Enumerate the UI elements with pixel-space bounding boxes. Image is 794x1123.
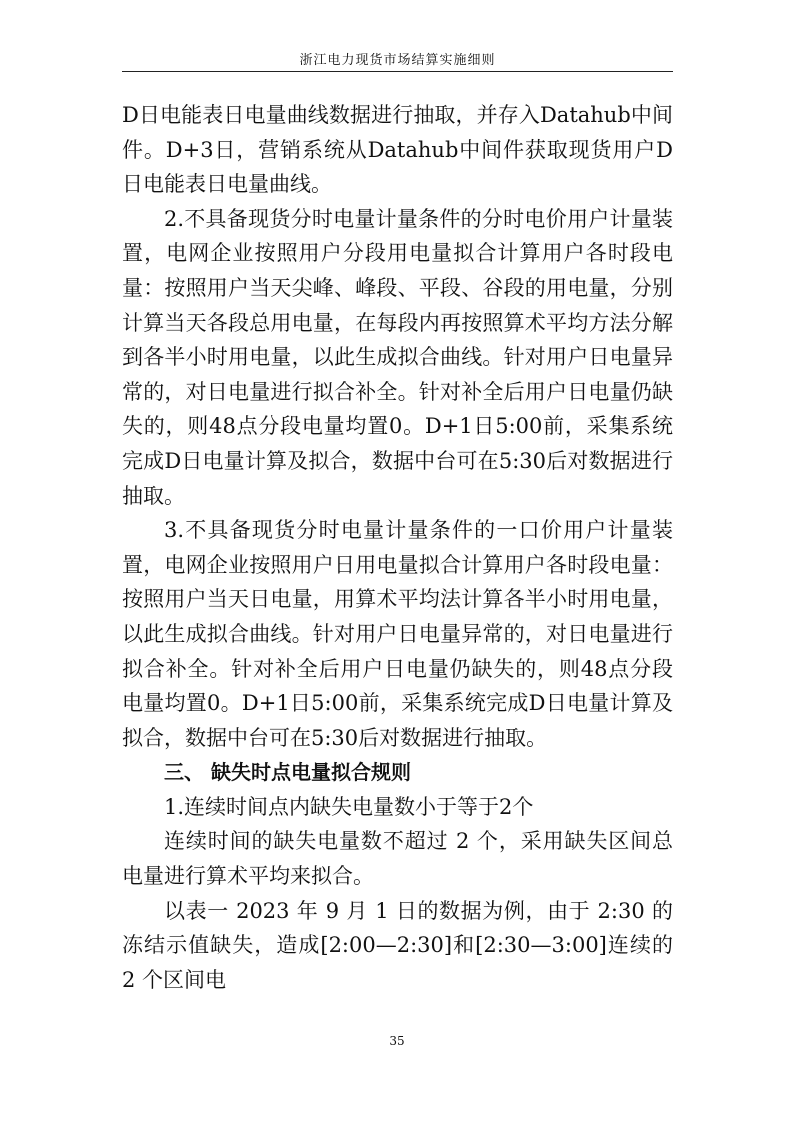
section-heading: 三、 缺失时点电量拟合规则 [164, 760, 411, 785]
header-divider [122, 71, 673, 72]
running-header: 浙江电力现货市场结算实施细则 [299, 53, 496, 68]
paragraph-item-3: 3.不具备现货分时电量计量条件的一口价用户计量装置，电网企业按照用户日用电量拟合计算用户各时段电量：按照用户当天日电量，用算术平均法计算各半小时用电量，以此生成拟合曲线。针对用户日电量异常的，对日电量进行拟合补全。针对补全后用户日电量仍缺失的，则48点分段电量均置0。D+1日5:00前，采集系统完成D日电量计算及拟合，数据中台可在5:30后对数据进行抽取。 [122, 518, 673, 750]
page-body [122, 98, 673, 997]
subsection-heading: 1.连续时间点内缺失电量数小于等于2个 [164, 794, 534, 819]
paragraph-item-2: 2.不具备现货分时电量计量条件的分时电价用户计量装置，电网企业按照用户分段用电量拟合计算用户各时段电量：按照用户当天尖峰、峰段、平段、谷段的用电量，分别计算当天各段总用电量，在每段内再按照算术平均方法分解到各半小时用电量，以此生成拟合曲线。针对用户日电量异常的，对日电量进行拟合补全。针对补全后用户日电量仍缺失的，则48点分段电量均置0。D+1日5:00前，采集系统完成D日电量计算及拟合，数据中台可在5:30后对数据进行抽取。 [122, 206, 673, 508]
paragraph-example: 以表一 2023 年 9 月 1 日的数据为例，由于 2:30 的冻结示值缺失，造成[2:00—2:30]和[2:30—3:00]连续的 2 个区间电 [122, 898, 673, 992]
page-number: 35 [389, 1034, 405, 1048]
paragraph-continuation: D日电能表日电量曲线数据进行抽取，并存入Datahub中间件。D+3日，营销系统从Datahub中间件获取现货用户D日电能表日电量曲线。 [122, 103, 673, 197]
paragraph-rule: 连续时间的缺失电量数不超过 2 个，采用缺失区间总电量进行算术平均来拟合。 [122, 829, 673, 889]
